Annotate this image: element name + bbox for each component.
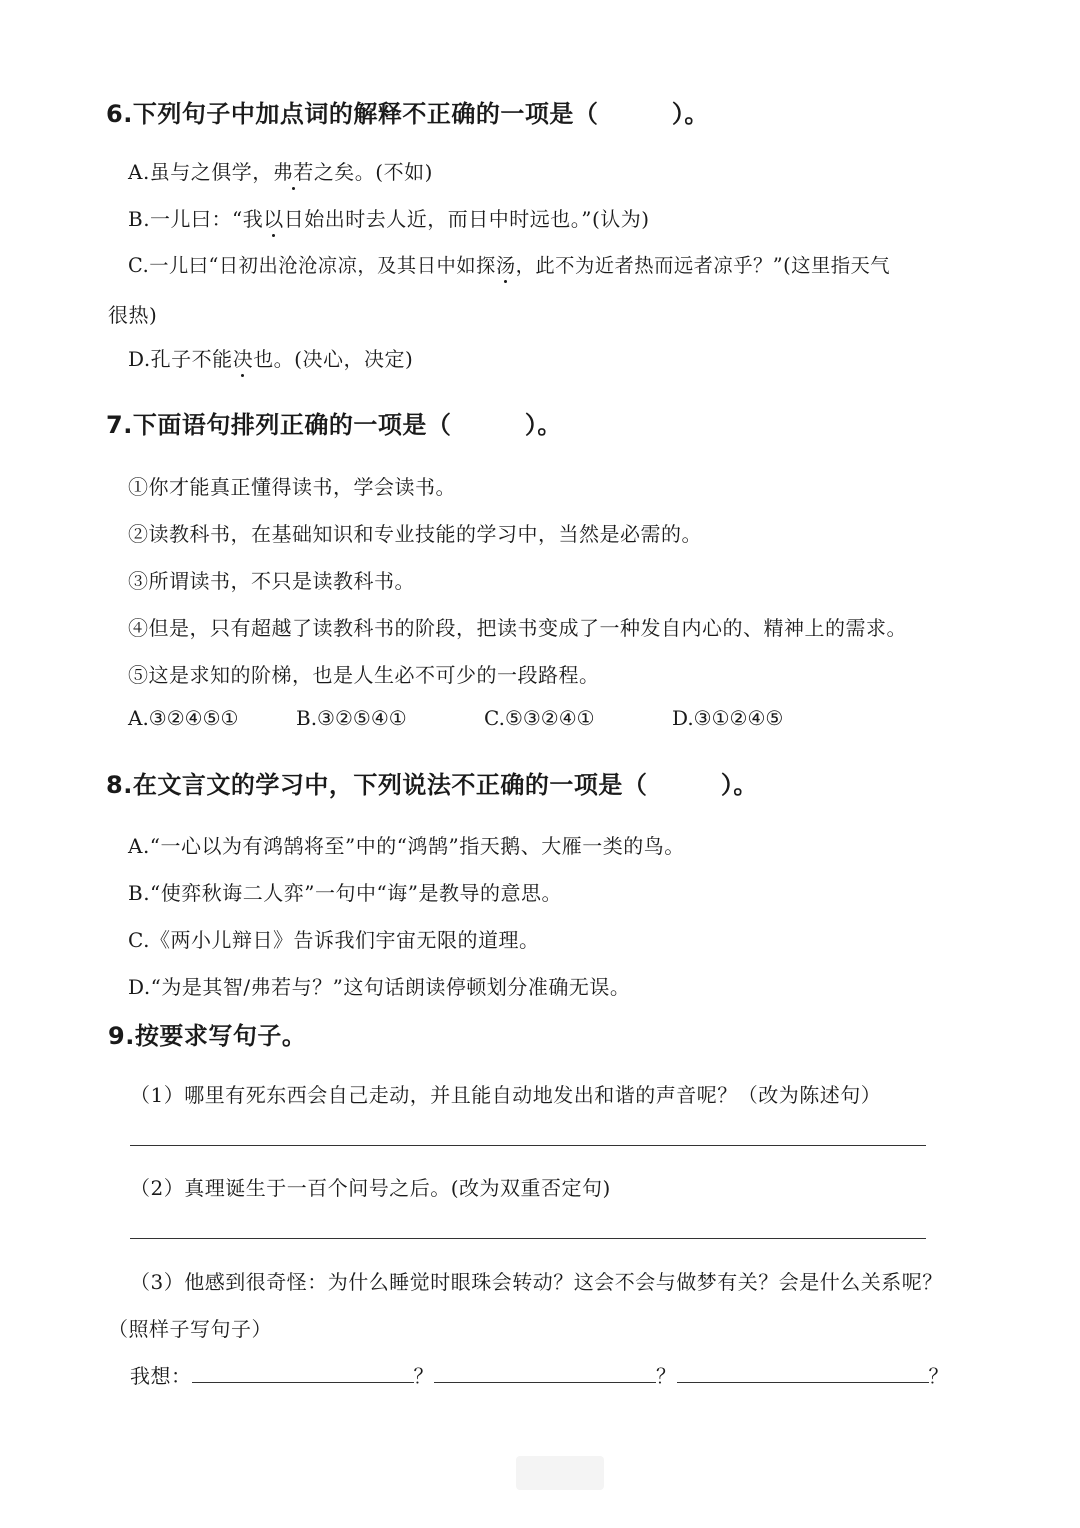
q6-title: 6.下列句子中加点词的解释不正确的一项是（ ）。	[106, 100, 709, 128]
q6-option-c-post: ，此不为近者热而远者凉乎？”(这里指天气	[515, 254, 891, 277]
q8-option-c: C.《两小儿辩日》告诉我们宇宙无限的道理。	[128, 928, 540, 952]
q6-option-d-pre: D.孔子不能	[128, 347, 233, 371]
q6-option-c-continued: 很热)	[108, 303, 158, 327]
q7-option-c: C.⑤③②④①	[484, 706, 595, 730]
q9-answer-prefix: 我想：	[130, 1364, 192, 1388]
q7-option-a: A.③②④⑤①	[128, 706, 239, 730]
q8-title: 8.在文言文的学习中，下列说法不正确的一项是（ ）。	[106, 771, 758, 799]
q9-sentence-2: （2）真理诞生于一百个问号之后。(改为双重否定句)	[130, 1176, 611, 1200]
q8-option-a: A.“一心以为有鸿鹄将至”中的“鸿鹄”指天鹅、大雁一类的鸟。	[128, 834, 685, 858]
q8-option-b: B.“使弈秋诲二人弈”一句中“诲”是教导的意思。	[128, 881, 562, 905]
q6-option-a-dotted-word: 弗若	[272, 160, 314, 184]
q9-sentence-1: （1）哪里有死东西会自己走动，并且能自动地发出和谐的声音呢？（改为陈述句）	[130, 1083, 882, 1107]
q6-option-c-dotted-word: 汤	[495, 254, 516, 277]
q7-sentence: ②读教科书，在基础知识和专业技能的学习中，当然是必需的。	[128, 522, 702, 546]
question-mark: ？	[928, 1364, 949, 1388]
q9-sentence-3: （3）他感到很奇怪：为什么睡觉时眼珠会转动？这会不会与做梦有关？会是什么关系呢？	[130, 1270, 943, 1294]
q6-option-c	[128, 250, 890, 278]
q6-option-b-dotted-word: 以	[263, 207, 284, 231]
q7-sentence: ⑤这是求知的阶梯，也是人生必不可少的一段路程。	[128, 663, 600, 687]
q8-option-d: D.“为是其智/弗若与？”这句话朗读停顿划分准确无误。	[128, 975, 631, 999]
q9-answer-blank-1[interactable]	[192, 1364, 414, 1383]
q9-sentence-3-continued: （照样子写句子）	[108, 1317, 272, 1341]
q6-option-d-dotted-word: 决	[232, 347, 254, 371]
question-mark: ？	[656, 1364, 677, 1388]
q7-title: 7.下面语句排列正确的一项是（ ）。	[106, 411, 562, 439]
question-mark: ？	[413, 1364, 434, 1388]
q9-answer-blank-2[interactable]	[434, 1364, 656, 1383]
q7-option-d: D.③①②④⑤	[672, 706, 784, 730]
q9-answer-line-2[interactable]	[130, 1238, 926, 1239]
q9-answer-line-1[interactable]	[130, 1145, 926, 1146]
q9-answer-row	[130, 1360, 949, 1389]
q7-sentence: ①你才能真正懂得读书，学会读书。	[128, 475, 456, 499]
faint-watermark-block	[516, 1456, 604, 1490]
q6-option-a-pre: A.虽与之俱学，	[128, 160, 273, 184]
q6-option-b-pre: B.一儿曰：“我	[128, 207, 264, 231]
q7-sentence: ③所谓读书，不只是读教科书。	[128, 569, 415, 593]
q9-answer-blank-3[interactable]	[677, 1364, 929, 1383]
q7-option-b: B.③②⑤④①	[296, 706, 407, 730]
q6-option-a-post: 之矣。(不如)	[313, 160, 433, 184]
q6-option-b-post: 日始出时去人近，而日中时远也。”(认为)	[283, 207, 650, 231]
q6-option-b	[128, 203, 650, 232]
q6-option-a	[128, 156, 433, 185]
q7-sentence: ④但是，只有超越了读教科书的阶段，把读书变成了一种发自内心的、精神上的需求。	[128, 616, 907, 640]
q9-title: 9.按要求写句子。	[108, 1022, 307, 1050]
q6-option-c-pre: C.一儿曰“日初出沧沧凉凉，及其日中如探	[128, 254, 496, 277]
q6-option-d	[128, 343, 413, 372]
q6-option-d-post: 也。(决心，决定)	[253, 347, 414, 371]
